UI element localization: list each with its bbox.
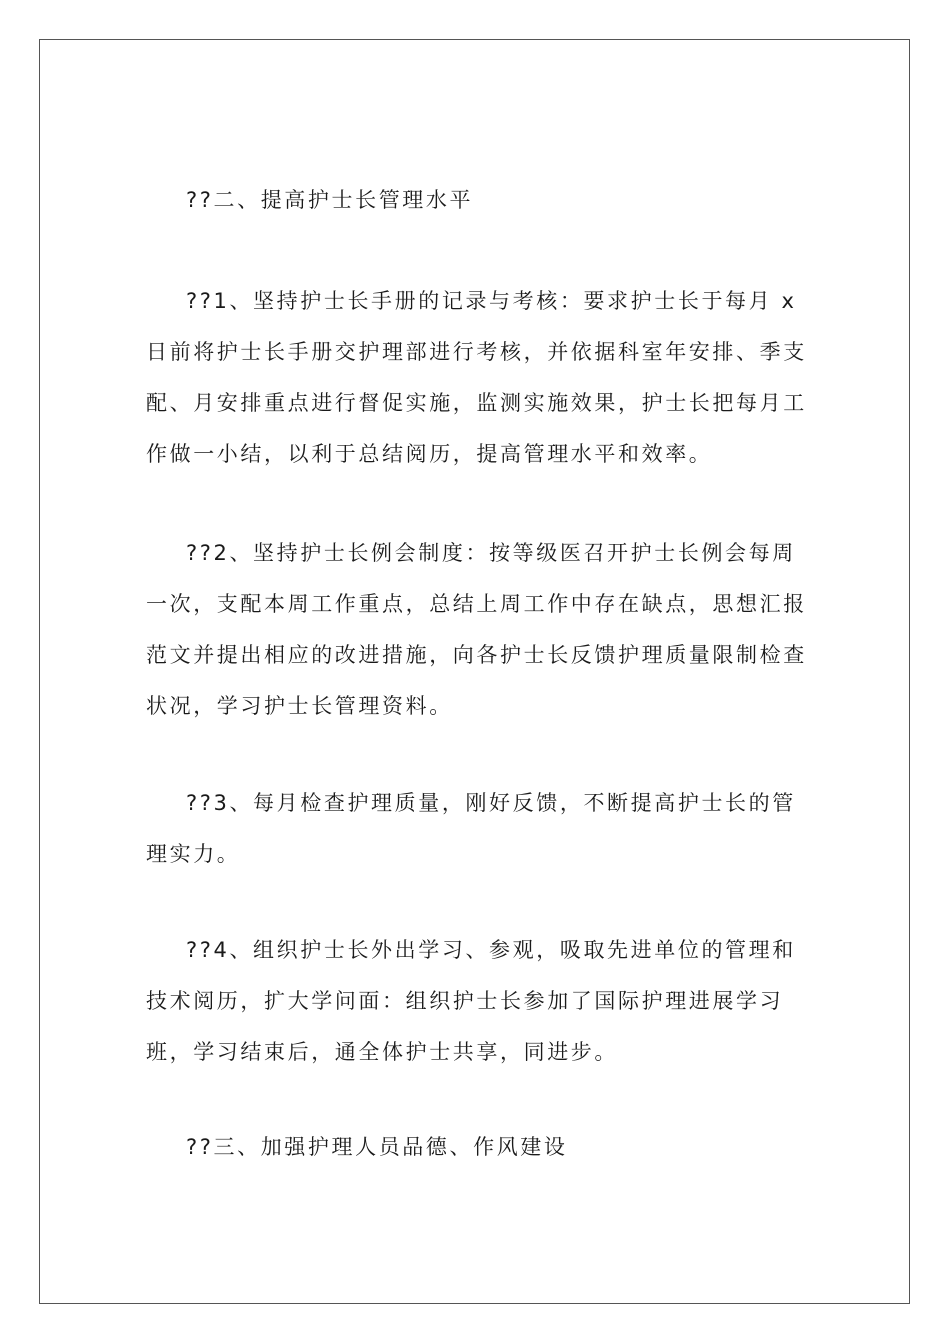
section-two-heading: ??二、提高护士长管理水平: [186, 188, 474, 212]
section-three-heading: ??三、加强护理人员品德、作风建设: [186, 1135, 568, 1159]
paragraph-item-1: ??1、坚持护士长手册的记录与考核：要求护士长于每月 x 日前将护士长手册交护理部进行考核，并依据科室年安排、季支配、月安排重点进行督促实施，监测实施效果，护士长把每月工作做一小结，以利于总结阅历，提高管理水平和效率。: [146, 289, 807, 466]
paragraph-item-4: ??4、组织护士长外出学习、参观，吸取先进单位的管理和技术阅历，扩大学问面：组织护士长参加了国际护理进展学习班，学习结束后，通全体护士共享，同进步。: [146, 938, 796, 1064]
paragraph-item-2: ??2、坚持护士长例会制度：按等级医召开护士长例会每周一次，支配本周工作重点，总结上周工作中存在缺点，思想汇报范文并提出相应的改进措施，向各护士长反馈护理质量限制检查状况，学习护士长管理资料。: [146, 541, 807, 718]
paragraph-item-3: ??3、每月检查护理质量，刚好反馈，不断提高护士长的管理实力。: [146, 791, 796, 866]
